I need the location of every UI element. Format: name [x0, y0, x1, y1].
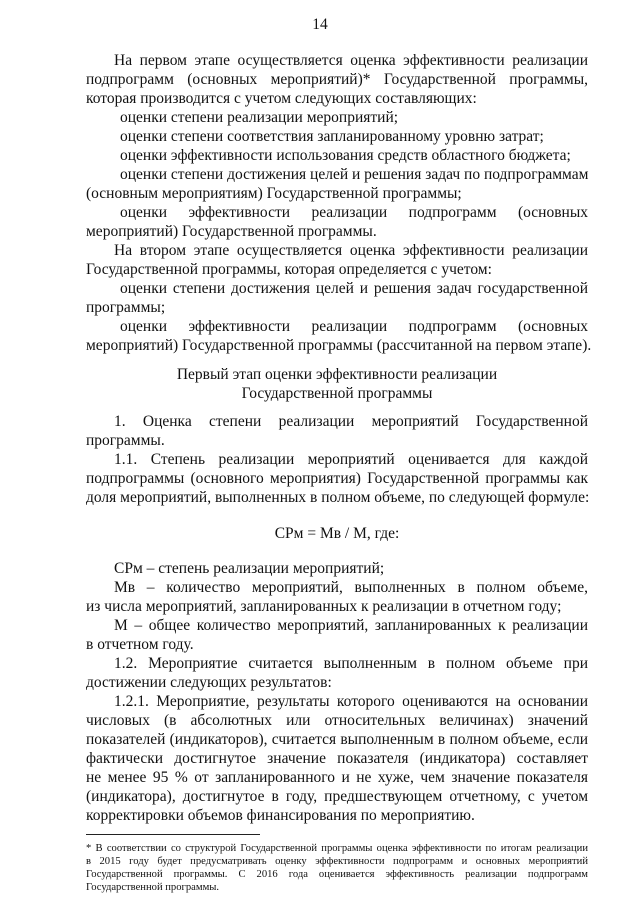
list-item: оценки эффективности использования средств областного бюджета;	[120, 147, 571, 164]
body-line: которая производится с учетом следующих составляющих:	[86, 90, 477, 107]
footnote-divider	[86, 834, 260, 835]
body-line: 1.2.1. Мероприятие, результаты которого оцениваются на основании	[114, 693, 588, 710]
body-line: программы;	[86, 299, 166, 316]
body-line: достижении следующих результатов:	[86, 674, 332, 691]
body-line: СРм – степень реализации мероприятий;	[114, 560, 385, 577]
body-line: подпрограммы (основного мероприятия) Государственной программы как	[86, 470, 588, 487]
body-line: Мв – количество мероприятий, выполненных в полном объеме,	[114, 579, 588, 596]
body-line: 1.1. Степень реализации мероприятий оценивается для каждой	[114, 451, 588, 468]
body-line: доля мероприятий, выполненных в полном объеме, по следующей формуле:	[86, 489, 590, 506]
body-line: программы.	[86, 432, 165, 449]
body-line: мероприятий) Государственной программы (рассчитанной на первом этапе).	[86, 337, 592, 354]
section-heading: Государственной программы	[241, 385, 433, 402]
body-line: корректировки объемов финансирования по мероприятию.	[86, 807, 475, 824]
body-line: М – общее количество мероприятий, запланированных к реализации	[114, 617, 588, 634]
section-heading: Первый этап оценки эффективности реализации	[176, 366, 498, 383]
list-item: оценки эффективности реализации подпрограмм (основных	[120, 318, 588, 335]
footnote-line: в 2015 году будет предусматривать оценку эффективности подпрограмм и основных мероприятий	[86, 856, 588, 867]
list-item: оценки степени соответствия запланированному уровню затрат;	[120, 128, 544, 145]
body-line: из числа мероприятий, запланированных к реализации в отчетном году;	[86, 598, 562, 615]
body-line: фактически достигнутое значение показателя (индикатора) составляет	[86, 750, 588, 767]
body-line: 1.2. Мероприятие считается выполненным в полном объеме при	[114, 655, 588, 672]
list-item: оценки эффективности реализации подпрограмм (основных	[120, 204, 588, 221]
page-number: 14	[312, 16, 328, 33]
footnote-line: Государственной программы.	[86, 882, 220, 893]
body-line: 1. Оценка степени реализации мероприятий Государственной	[114, 413, 588, 430]
list-item: оценки степени достижения целей и решения задач государственной	[120, 280, 588, 297]
list-item: оценки степени достижения целей и решения задач по подпрограммам	[120, 166, 589, 183]
body-line: в отчетном году.	[86, 636, 194, 653]
footnote-line: Государственной программы. С 2016 года оценивается эффективность реализации подпрограмм	[86, 869, 588, 880]
body-line: (основным мероприятиям) Государственной программы;	[86, 185, 462, 202]
body-line: числовых (в абсолютных или относительных величинах) значений	[86, 712, 588, 729]
body-line: Государственной программы, которая определяется с учетом:	[86, 261, 492, 278]
list-item: оценки степени реализации мероприятий;	[120, 109, 399, 126]
body-line: подпрограмм (основных мероприятий)* Государственной программы,	[86, 71, 588, 88]
body-line: (индикатора), достигнутое в году, предшествующем отчетному, с учетом	[86, 788, 588, 805]
body-line: мероприятий) Государственной программы.	[86, 223, 377, 240]
body-line: не менее 95 % от запланированного и не хуже, чем значение показателя	[86, 769, 588, 786]
formula: СРм = Мв / М, где:	[274, 525, 400, 542]
footnote-line: * В соответствии со структурой Государственной программы оценка эффективности по итогам реализации	[86, 843, 588, 854]
body-line: На втором этапе осуществляется оценка эффективности реализации	[114, 242, 588, 259]
body-line: На первом этапе осуществляется оценка эффективности реализации	[114, 52, 588, 69]
body-line: показателей (индикаторов), считается выполненным в полном объеме, если	[86, 731, 588, 748]
